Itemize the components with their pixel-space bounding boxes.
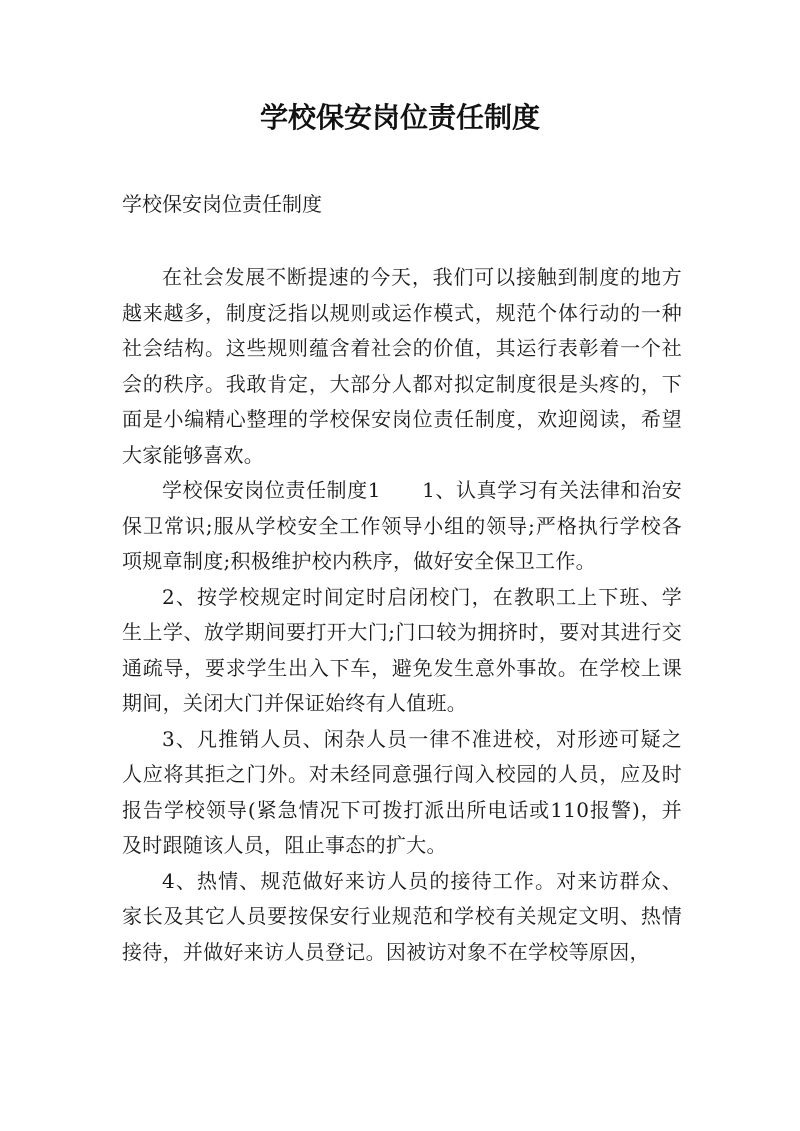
- paragraph-item-4: 4、热情、规范做好来访人员的接待工作。对来访群众、家长及其它人员要按保安行业规范和学校有关规定文明、热情接待，并做好来访人员登记。因被访对象不在学校等原因，: [122, 868, 682, 964]
- paragraph-intro: 在社会发展不断提速的今天，我们可以接触到制度的地方越来越多，制度泛指以规则或运作模式，规范个体行动的一种社会结构。这些规则蕴含着社会的价值，其运行表彰着一个社会的秩序。我敢肯定，大部分人都对拟定制度很是头疼的，下面是小编精心整理的学校保安岗位责任制度，欢迎阅读，希望大家能够喜欢。: [122, 265, 682, 467]
- paragraph-item-3: 3、凡推销人员、闲杂人员一律不准进校，对形迹可疑之人应将其拒之门外。对未经同意强行闯入校园的人员，应及时报告学校领导(紧急情况下可拨打派出所电话或110报警)，并及时跟随该人员，阻止事态的扩大。: [122, 726, 682, 857]
- document-body: [122, 260, 682, 970]
- paragraph-item-1: 学校保安岗位责任制度1 1、认真学习有关法律和治安保卫常识;服从学校安全工作领导小组的领导;严格执行学校各项规章制度;积极维护校内秩序，做好安全保卫工作。: [122, 478, 682, 573]
- paragraph-item-2: 2、按学校规定时间定时启闭校门，在教职工上下班、学生上学、放学期间要打开大门;门口较为拥挤时，要对其进行交通疏导，要求学生出入下车，避免发生意外事故。在学校上课期间，关闭大门并保证始终有人值班。: [122, 584, 682, 715]
- document-title: 学校保安岗位责任制度: [259, 101, 540, 134]
- document-subtitle: 学校保安岗位责任制度: [122, 192, 322, 216]
